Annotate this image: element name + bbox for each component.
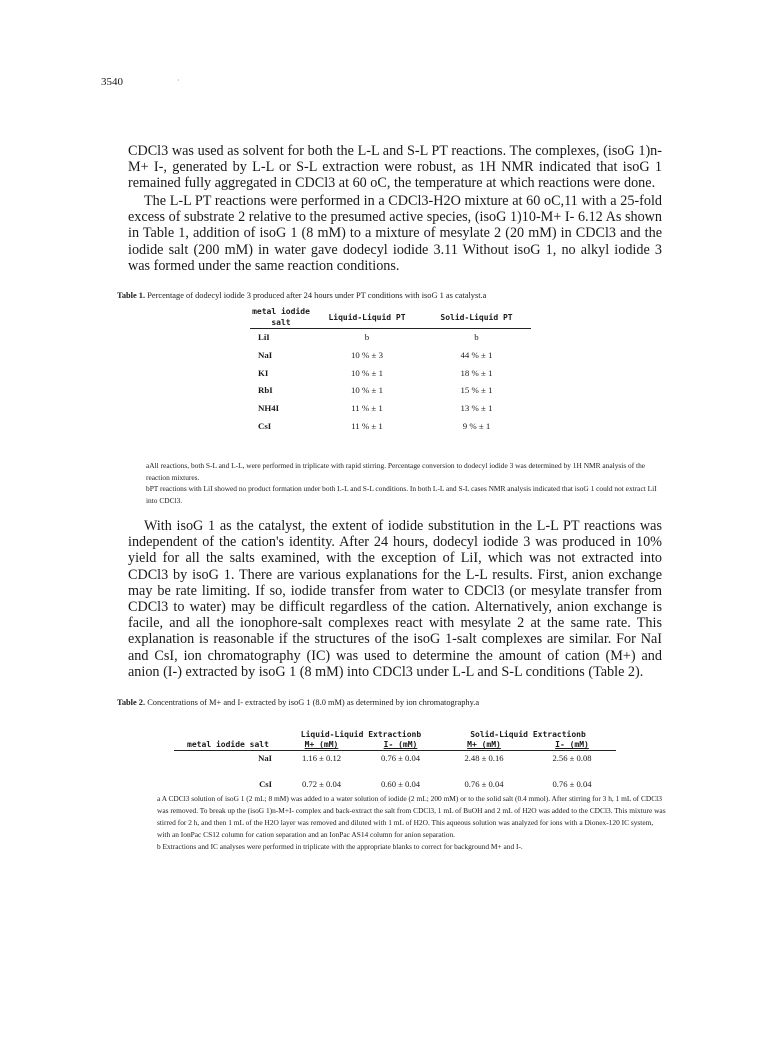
table2-footnotes: [157, 793, 667, 853]
table-row: [250, 382, 531, 400]
sl-i-cell: 0.76 ± 0.04: [552, 779, 592, 789]
paragraph-text: CDCl3 was used as solvent for both the L-L and S-L PT reactions. The complexes, (isoG 1)n-M+ I-, generated by L-L or S-L extraction were robust, as 1H NMR indicated that isoG 1 remained fully aggregated in CDCl3 at 60 oC, the temperature at which reactions were done.: [128, 143, 662, 192]
ll-i-cell: 0.76 ± 0.04: [380, 753, 421, 763]
ll-cell: 10 % ± 1: [351, 385, 383, 396]
ll-cell: 11 % ± 1: [351, 420, 383, 431]
table1-label: Table 1.: [117, 291, 146, 300]
table2-label: Table 2.: [117, 698, 146, 707]
paragraph-ll-pt: [128, 193, 662, 274]
table1-caption: [117, 290, 486, 301]
table1-header-row: [250, 306, 531, 329]
salt-cell: CsI: [258, 420, 272, 431]
table2-caption-text: Concentrations of M+ and I- extracted by isoG 1 (8.0 mM) as determined by ion chromatography.a: [147, 698, 480, 707]
table2-header-ll-i: I- (mM): [361, 740, 440, 751]
sl-m-cell: 2.48 ± 0.16: [464, 753, 504, 763]
ll-cell: 10 % ± 3: [351, 349, 383, 360]
salt-cell: NaI: [258, 349, 273, 360]
table1-header-ll: Liquid-Liquid PT: [312, 306, 422, 329]
paragraph-solvent: [128, 143, 662, 192]
sl-cell: 18 % ± 1: [460, 367, 493, 378]
table2-header-sl-m: M+ (mM): [440, 740, 528, 751]
salt-cell: CsI: [259, 779, 272, 789]
sl-m-cell: 0.76 ± 0.04: [464, 779, 504, 789]
table1-header-salt: metal iodide salt: [250, 306, 312, 329]
paragraph-discussion: [128, 518, 662, 680]
ll-cell: b: [364, 332, 370, 342]
table2-group-sl: Solid-Liquid Extractionb: [470, 730, 586, 739]
paragraph-text: The L-L PT reactions were performed in a CDCl3-H2O mixture at 60 oC,11 with a 25-fold excess of substrate 2 relative to the presumed active species, (isoG 1)10-M+ I- 6.12 As shown in Table 1, addition of isoG 1 (8 mM) to a mixture of mesylate 2 (20 mM) in CDCl3 and the iodide salt (200 mM) in water gave dodecyl iodide 3.11 Without isoG 1, no alkyl iodide 3 was formed under the same reaction conditions.: [128, 193, 662, 274]
sl-cell: 44 % ± 1: [460, 349, 493, 360]
table1-header-sl: Solid-Liquid PT: [422, 306, 531, 329]
table2-header-ll-m: M+ (mM): [282, 740, 361, 751]
sl-cell: 9 % ± 1: [462, 420, 491, 431]
table-row: [250, 400, 531, 418]
table2-header-sl-i: I- (mM): [528, 740, 616, 751]
sl-i-cell: 2.56 ± 0.08: [552, 753, 592, 763]
table-row: [174, 751, 616, 766]
table2-header-row: [174, 740, 616, 751]
table-row: [250, 329, 531, 347]
table1-footnote-a: aAll reactions, both S-L and L-L, were performed in triplicate with rapid stirring. Percentage conversion to dodecyl iodide 3 was determined by 1H NMR analysis of the reaction mixtures.: [146, 461, 646, 482]
table2-footnote-a: a A CDCl3 solution of isoG 1 (2 mL; 8 mM) was added to a water solution of iodide (2 mL; 200 mM) or to the solid salt (0.4 mmol). After stirring for 3 h, 1 mL of CDCl3 was removed. To break up the (isoG 1)n-M+I- complex and back-extract the salt from CDCl3, 1 mL of BuOH and 2 mL of H2O was added to the CDCl3. This mixture was stirred for 2 h, and then 1 mL of the H2O layer was removed and diluted with 1 mL of H2O. This aqueous solution was analyzed for ions with a Dionex-120 IC system, with an IonPac CS12 column for cation separation and an IonPac AS14 column for anion separation.: [157, 794, 666, 839]
table2-footnote-b: b Extractions and IC analyses were performed in triplicate with the appropriate blanks to correct for background M+ and I-.: [157, 842, 523, 851]
table-row: [174, 777, 616, 791]
salt-cell: NaI: [258, 753, 272, 763]
salt-cell: LiI: [258, 332, 270, 342]
salt-cell: NH4I: [258, 403, 280, 414]
table-row: [250, 365, 531, 383]
table-row: [250, 418, 531, 436]
scan-speck: ·: [177, 76, 180, 85]
ll-m-cell: 1.16 ± 0.12: [301, 753, 342, 763]
table1-footnote-b: bPT reactions with LiI showed no product formation under both L-L and S-L conditions. In both L-L and S-L cases NMR analysis indicated that isoG 1 could not extract LiI into CDCl3.: [146, 484, 657, 505]
table2-group-row: [174, 730, 616, 740]
paragraph-text: With isoG 1 as the catalyst, the extent of iodide substitution in the L-L PT reactions was independent of the cation's identity. After 24 hours, dodecyl iodide 3 was produced in 10% yield for all the salts examined, with the exception of LiI, which was not extracted into CDCl3 by isoG 1. There are various explanations for the L-L results. First, anion exchange may be rate limiting. If so, iodide transfer from water to CDCl3 (or mesylate transfer from CDCl3 to water) may be difficult regardless of the cation. Alternatively, anion exchange is facile, and all the ionophore-salt complexes react with mesylate 2 at the same rate. This explanation is reasonable if the structures of the isoG 1-salt complexes are similar. For NaI and CsI, ion chromatography (IC) was used to determine the amount of cation (M+) and anion (I-) extracted by isoG 1 (8 mM) into CDCl3 under L-L and S-L conditions (Table 2).: [128, 518, 662, 680]
table-row: [250, 347, 531, 365]
table1: [250, 306, 531, 436]
table1-caption-text: Percentage of dodecyl iodide 3 produced after 24 hours under PT conditions with isoG 1 as catalyst.a: [147, 291, 487, 300]
table2-caption: [117, 697, 479, 708]
table2-group-ll: Liquid-Liquid Extractionb: [300, 730, 422, 739]
salt-cell: KI: [258, 367, 269, 378]
sl-cell: 15 % ± 1: [460, 385, 493, 396]
sl-cell: 13 % ± 1: [460, 403, 493, 414]
sl-cell: b: [474, 332, 479, 342]
salt-cell: RbI: [258, 385, 273, 396]
table2-header-salt: metal iodide salt: [174, 740, 282, 751]
ll-cell: 10 % ± 1: [351, 367, 383, 378]
table2: [174, 730, 616, 791]
ll-m-cell: 0.72 ± 0.04: [301, 779, 342, 789]
ll-cell: 11 % ± 1: [351, 403, 383, 414]
ll-i-cell: 0.60 ± 0.04: [380, 779, 421, 789]
page-number: 3540: [101, 76, 123, 88]
